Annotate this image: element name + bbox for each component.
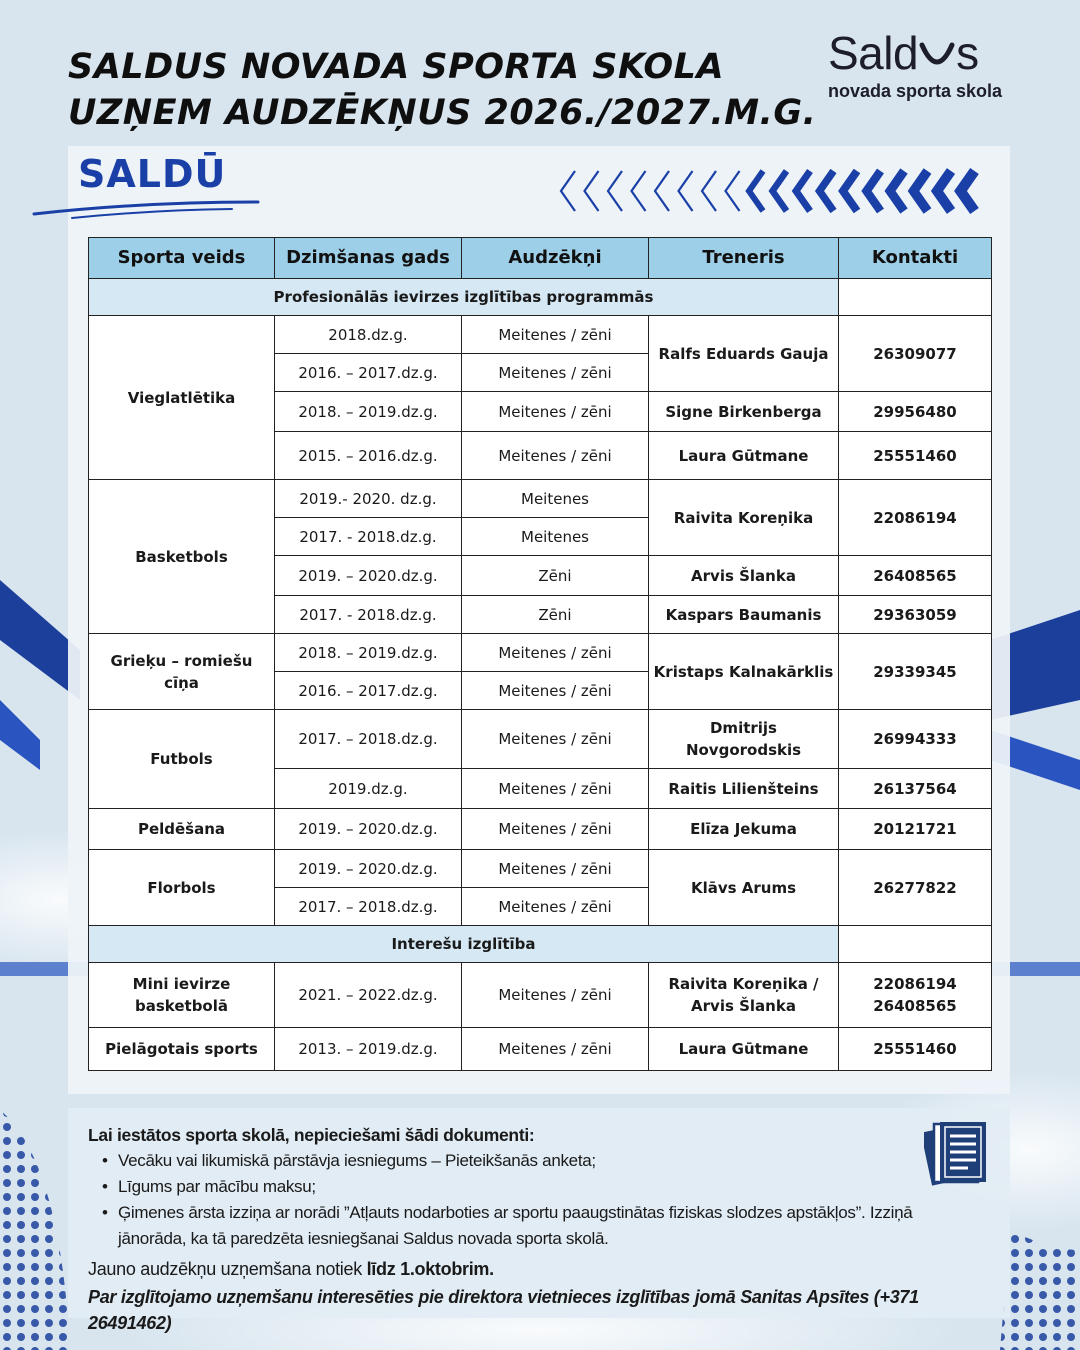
students-cell: Meitenes: [462, 518, 649, 556]
coach-cell: Ralfs Eduards Gauja: [649, 316, 839, 392]
header-students: Audzēkņi: [462, 238, 649, 279]
students-cell: Zēni: [462, 556, 649, 596]
coach-cell: Laura Gūtmane: [649, 1028, 839, 1071]
chevron-mark: [867, 171, 881, 211]
table-row: [89, 480, 992, 518]
table-row: [89, 1028, 992, 1071]
contact-cell: 22086194: [839, 480, 992, 556]
year-cell: 2019. – 2020.dz.g.: [275, 850, 462, 888]
coach-cell: Signe Birkenberga: [649, 392, 839, 432]
students-cell: Meitenes: [462, 480, 649, 518]
sport-cell: Grieķu – romiešu cīņa: [89, 634, 275, 710]
header-birth-year: Dzimšanas gads: [275, 238, 462, 279]
contact-cell: 20121721: [839, 809, 992, 850]
logo-word-right: s: [956, 27, 979, 79]
list-item: • Līgums par mācību maksu;: [102, 1174, 948, 1200]
city-underline: [32, 196, 262, 222]
students-cell: Meitenes / zēni: [462, 963, 649, 1028]
chevron-mark: [726, 171, 740, 211]
school-logo: [828, 28, 1028, 108]
coach-cell: Raitis Lilienšteins: [649, 769, 839, 809]
coach-cell: Raivita Koreņika / Arvis Šlanka: [649, 963, 839, 1028]
contact-cell: 29363059: [839, 596, 992, 634]
sport-cell: Basketbols: [89, 480, 275, 634]
year-cell: 2019.- 2020. dz.g.: [275, 480, 462, 518]
chevron-mark: [702, 171, 716, 211]
chevron-mark: [561, 171, 575, 211]
section-blank-cell: [839, 926, 992, 963]
section-interest: Interešu izglītība: [89, 926, 839, 963]
chevron-mark: [585, 171, 599, 211]
list-item: • Ģimenes ārsta izziņa ar norādi ”Atļauts nodarboties ar sportu paaugstinātas fiziskas slodzes apstākļos”. Izziņā jānorāda, ka tā paredzēta iesniegšanai Saldus novada sporta skolā.: [102, 1200, 948, 1252]
page-title: [68, 44, 816, 136]
coach-cell: Kristaps Kalnakārklis: [649, 634, 839, 710]
header-contact: Kontakti: [839, 238, 992, 279]
contact-cell: 26137564: [839, 769, 992, 809]
students-cell: Meitenes / zēni: [462, 888, 649, 926]
year-cell: 2017. – 2018.dz.g.: [275, 710, 462, 769]
contact-cell: 26994333: [839, 710, 992, 769]
admission-date: līdz 1.oktobrim.: [366, 1259, 494, 1279]
coach-cell: Raivita Koreņika: [649, 480, 839, 556]
schedule-table: [88, 237, 992, 1071]
students-cell: Meitenes / zēni: [462, 354, 649, 392]
title-line-2: UZŅEM AUDZĒKŅUS 2026./2027.M.G.: [68, 93, 817, 133]
header-sport: Sporta veids: [89, 238, 275, 279]
chevron-mark: [655, 171, 669, 211]
section-row: [89, 926, 992, 963]
city-heading: SALDŪ: [78, 152, 227, 196]
year-cell: 2018.dz.g.: [275, 316, 462, 354]
contact-note: Par izglītojamo uzņemšanu interesēties pie direktora vietnieces izglītības jomā Sanitas Apsītes (+371 26491462): [88, 1287, 919, 1333]
chevron-mark: [890, 171, 904, 211]
table-row: [89, 850, 992, 888]
year-cell: 2019. – 2020.dz.g.: [275, 809, 462, 850]
sport-cell: Pielāgotais sports: [89, 1028, 275, 1071]
chevron-mark: [608, 171, 622, 211]
section-professional: Profesionālās ievirzes izglītības programmās: [89, 279, 839, 316]
logo-arc-icon: [919, 41, 955, 69]
students-cell: Meitenes / zēni: [462, 392, 649, 432]
coach-cell: Elīza Jekuma: [649, 809, 839, 850]
chevron-mark: [773, 171, 787, 211]
chevron-mark: [679, 171, 693, 211]
section-row: [89, 279, 992, 316]
chevron-mark: [961, 171, 975, 211]
chevron-mark: [843, 171, 857, 211]
table-row: [89, 710, 992, 769]
sport-cell: Futbols: [89, 710, 275, 809]
table-row: [89, 634, 992, 672]
year-cell: 2018. – 2019.dz.g.: [275, 392, 462, 432]
table-row: [89, 316, 992, 354]
year-cell: 2018. – 2019.dz.g.: [275, 634, 462, 672]
documents-section: [88, 1122, 948, 1336]
documents-heading: Lai iestātos sporta skolā, nepieciešami šādi dokumenti:: [88, 1125, 535, 1145]
contact-cell: 29339345: [839, 634, 992, 710]
students-cell: Meitenes / zēni: [462, 634, 649, 672]
contact-cell: 26408565: [839, 556, 992, 596]
coach-cell: Kaspars Baumanis: [649, 596, 839, 634]
students-cell: Meitenes / zēni: [462, 850, 649, 888]
logo-wordmark: [828, 28, 1028, 78]
logo-subtitle: novada sporta skola: [828, 81, 1003, 101]
list-item: • Vecāku vai likumiskā pārstāvja iesniegums – Pieteikšanās anketa;: [102, 1148, 948, 1174]
chevron-mark: [914, 171, 928, 211]
students-cell: Meitenes / zēni: [462, 710, 649, 769]
year-cell: 2017. – 2018.dz.g.: [275, 888, 462, 926]
title-line-1: SALDUS NOVADA SPORTA SKOLA: [68, 47, 725, 87]
header-coach: Treneris: [649, 238, 839, 279]
students-cell: Meitenes / zēni: [462, 809, 649, 850]
students-cell: Meitenes / zēni: [462, 432, 649, 480]
sport-cell: Florbols: [89, 850, 275, 926]
students-cell: Meitenes / zēni: [462, 769, 649, 809]
contact-cell: 25551460: [839, 432, 992, 480]
coach-cell: Laura Gūtmane: [649, 432, 839, 480]
year-cell: 2015. – 2016.dz.g.: [275, 432, 462, 480]
logo-word-left: Sald: [828, 27, 919, 79]
year-cell: 2013. – 2019.dz.g.: [275, 1028, 462, 1071]
sport-cell: Vieglatlētika: [89, 316, 275, 480]
coach-cell: Dmitrijs Novgorodskis: [649, 710, 839, 769]
contact-cell: 25551460: [839, 1028, 992, 1071]
admission-deadline: [88, 1256, 948, 1282]
year-cell: 2017. - 2018.dz.g.: [275, 518, 462, 556]
table-row: [89, 963, 992, 1028]
contact-phone-1: 22086194: [873, 975, 957, 993]
chevron-mark: [937, 171, 951, 211]
contact-cell: 26277822: [839, 850, 992, 926]
sport-cell: Mini ievirze basketbolā: [89, 963, 275, 1028]
year-cell: 2021. – 2022.dz.g.: [275, 963, 462, 1028]
year-cell: 2016. – 2017.dz.g.: [275, 672, 462, 710]
documents-list: [102, 1148, 948, 1252]
year-cell: 2019. – 2020.dz.g.: [275, 556, 462, 596]
contact-phone-2: 26408565: [873, 997, 957, 1015]
admission-prefix: Jauno audzēkņu uzņemšana notiek: [88, 1259, 367, 1279]
year-cell: 2017. - 2018.dz.g.: [275, 596, 462, 634]
table-row: [89, 809, 992, 850]
contact-cell: 29956480: [839, 392, 992, 432]
section-blank-cell: [839, 279, 992, 316]
students-cell: Meitenes / zēni: [462, 1028, 649, 1071]
coach-cell: Klāvs Arums: [649, 850, 839, 926]
year-cell: 2019.dz.g.: [275, 769, 462, 809]
table-header-row: [89, 238, 992, 279]
contact-cell: [839, 963, 992, 1028]
year-cell: 2016. – 2017.dz.g.: [275, 354, 462, 392]
students-cell: Meitenes / zēni: [462, 672, 649, 710]
chevron-mark: [749, 171, 763, 211]
students-cell: Zēni: [462, 596, 649, 634]
chevron-mark: [632, 171, 646, 211]
coach-cell: Arvis Šlanka: [649, 556, 839, 596]
students-cell: Meitenes / zēni: [462, 316, 649, 354]
chevron-mark: [820, 171, 834, 211]
chevron-mark: [796, 171, 810, 211]
contact-cell: 26309077: [839, 316, 992, 392]
sport-cell: Peldēšana: [89, 809, 275, 850]
chevron-arrows-icon: [555, 168, 995, 214]
